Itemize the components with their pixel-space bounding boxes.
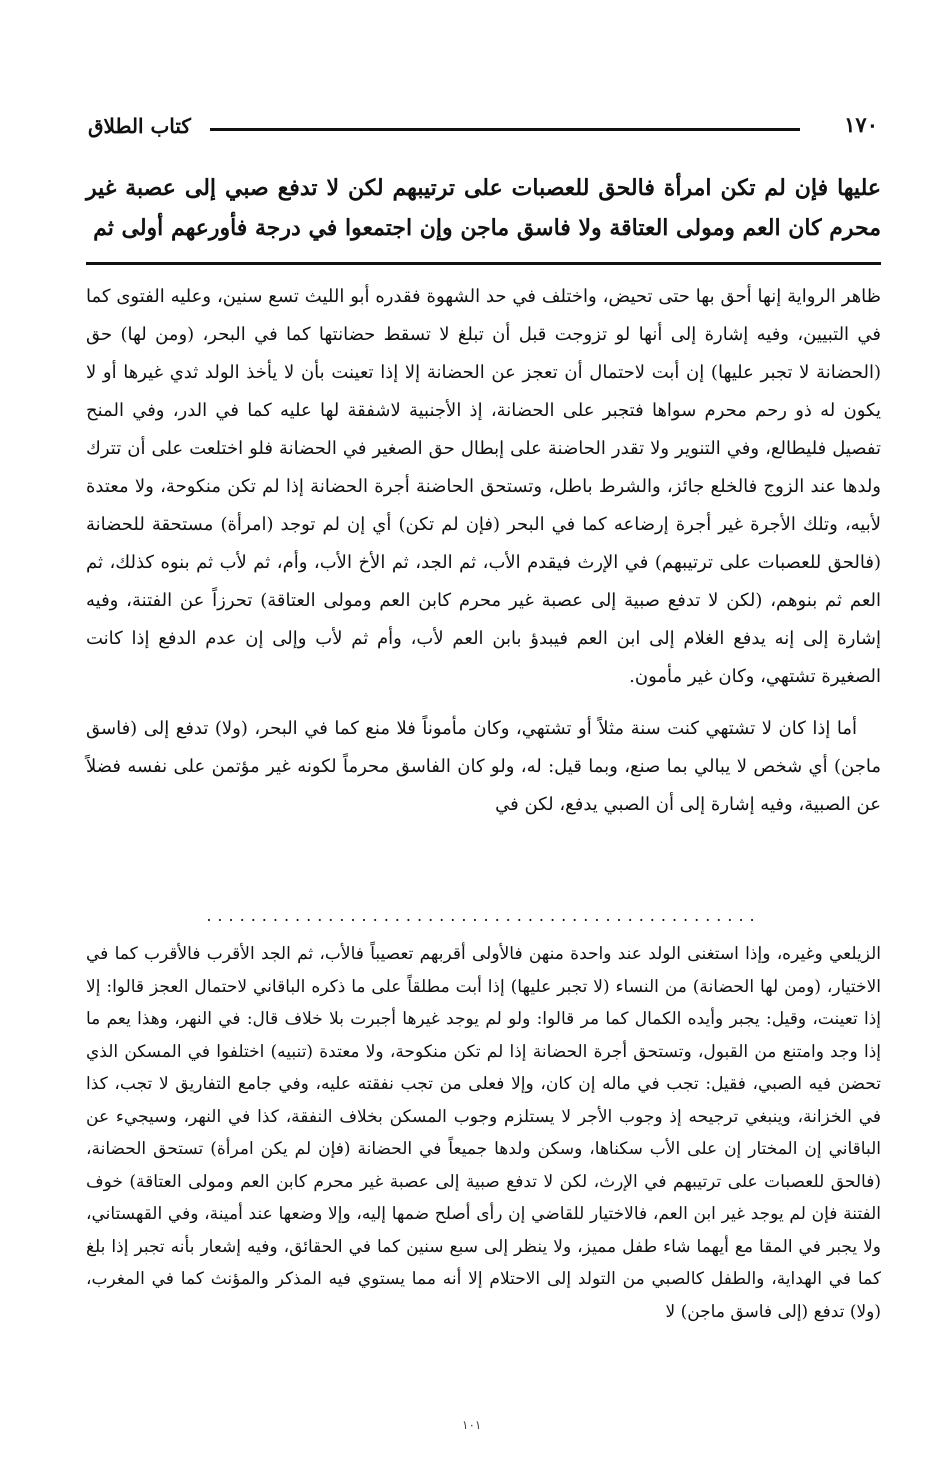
book-title: كتاب الطلاق: [88, 114, 191, 138]
main-text: عليها فإن لم تكن امرأة فالحق للعصبات على ترتيبهم لكن لا تدفع صبي إلى عصبة غير محرم كان العم ومولى العتاقة ولا فاسق ماجن وإن اجتمعوا في درجة فأورعهم أولى ثم: [86, 175, 881, 241]
commentary-paragraph-2: أما إذا كان لا تشتهي كنت سنة مثلاً أو تشتهي، وكان مأموناً فلا منع كما في البحر، (ولا) تدفع إلى (فاسق ماجن) أي شخص لا يبالي بما صنع، وبما قيل: له، ولو كان الفاسق محرماً لكونه غير مؤتمن على نفسه فضلاً عن الصبية، وفيه إشارة إلى أن الصبي يدفع، لكن في: [86, 718, 881, 815]
header-rule: [210, 128, 800, 131]
dotted-separator: ..................................................: [206, 906, 761, 925]
footnote-block: [86, 938, 881, 1328]
page-number: ١٧٠: [844, 112, 878, 137]
page-foot-mark: ١٠١: [462, 1418, 482, 1432]
commentary-block: [86, 278, 881, 838]
commentary-paragraph-1: ظاهر الرواية إنها أحق بها حتى تحيض، واختلف في حد الشهوة فقدره أبو الليث تسع سنين، وعليه الفتوى كما في التبيين، وفيه إشارة إلى أنها لو تزوجت قبل أن تبلغ لا تسقط حضانتها كما في البحر، (ومن لها) حق (الحضانة لا تجبر عليها) إن أبت لاحتمال أن تعجز عن الحضانة إلا إذا تعينت بأن لا يأخذ الولد ثدي غيرها أو لا يكون له ذو رحم محرم سواها فتجبر على الحضانة، إذ الأجنبية لاشفقة لها عليه كما في الدر، وفي المنح تفصيل فليطالع، وفي التنوير ولا تقدر الحاضنة على إبطال حق الصغير في الحضانة فلو اختلعت على أن تترك ولدها عند الزوج فالخلع جائز، والشرط باطل، وتستحق الحاضنة أجرة الحضانة إذا لم تكن منكوحة، ولا معتدة لأبيه، وتلك الأجرة غير أجرة إرضاعه كما في البحر (فإن لم تكن) أي إن لم توجد (امرأة) مستحقة للحضانة (فالحق للعصبات على ترتيبهم) في الإرث فيقدم الأب، ثم الجد، ثم الأخ الأب، وأم، ثم لأب ثم بنوه كذلك، ثم العم ثم بنوهم، (لكن لا تدفع صبية إلى عصبة غير محرم كابن العم ومولى العتاقة) تحرزاً عن الفتنة، وفيه إشارة إلى إنه يدفع الغلام إلى ابن العم فيبدؤ بابن العم لأب، وأم ثم لأب وإلى إن عدم الدفع إذا كانت الصغيرة تشتهي، وكان غير مأمون.: [86, 286, 881, 687]
main-text-block: [86, 168, 881, 248]
page-header: [88, 108, 878, 148]
main-separator-rule: [86, 262, 881, 265]
footnote-text: الزيلعي وغيره، وإذا استغنى الولد عند واحدة منهن فالأولى أقربهم تعصيباً فالأب، ثم الجد الأقرب فالأقرب كما في الاختيار، (ومن لها الحضانة) من النساء (لا تجبر عليها) إذا أبت مطلقاً على ما ذكره الباقاني لاحتمال العجز قالوا: إلا إذا تعينت، وقيل: يجبر وأيده الكمال كما مر قالوا: ولو لم يوجد غيرها أجبرت بلا خلاف قال: في النهر، وهذا يعم ما إذا وجد وامتنع من القبول، وتستحق أجرة الحضانة إذا لم تكن منكوحة، ولا معتدة (تنبيه) اختلفوا في المسكن الذي تحضن فيه الصبي، فقيل: تجب في ماله إن كان، وإلا فعلى من تجب نفقته عليه، وفي جامع التفاريق لا تجب، كذا في الخزانة، وينبغي ترجيحه إذ وجوب الأجر لا يستلزم وجوب المسكن بخلاف النفقة، كذا في النهر، وسيجيء عن الباقاني إن المختار إن على الأب سكناها، وسكن ولدها جميعاً في الحضانة (فإن لم يكن امرأة) تستحق الحضانة، (فالحق للعصبات على ترتيبهم في الإرث، لكن لا تدفع صبية إلى عصبة غير محرم كابن العم ومولى العتاقة) خوف الفتنة فإن لم يوجد غير ابن العم، فالاختيار للقاضي إن رأى أصلح ضمها إليه، وإلا وضعها عند أمينة، وفي القهستاني، ولا يجبر في المقا مع أيهما شاء طفل مميز، ولا ينظر إلى سبع سنين كما في الحقائق، وفيه إشعار بأنه تجبر إذا بلغ كما في الهداية، والطفل كالصبي من التولد إلى الاحتلام إلا أنه مما يستوي فيه المذكر والمؤنث كما في المغرب، (ولا) تدفع (إلى فاسق ماجن) لا: [86, 944, 881, 1322]
